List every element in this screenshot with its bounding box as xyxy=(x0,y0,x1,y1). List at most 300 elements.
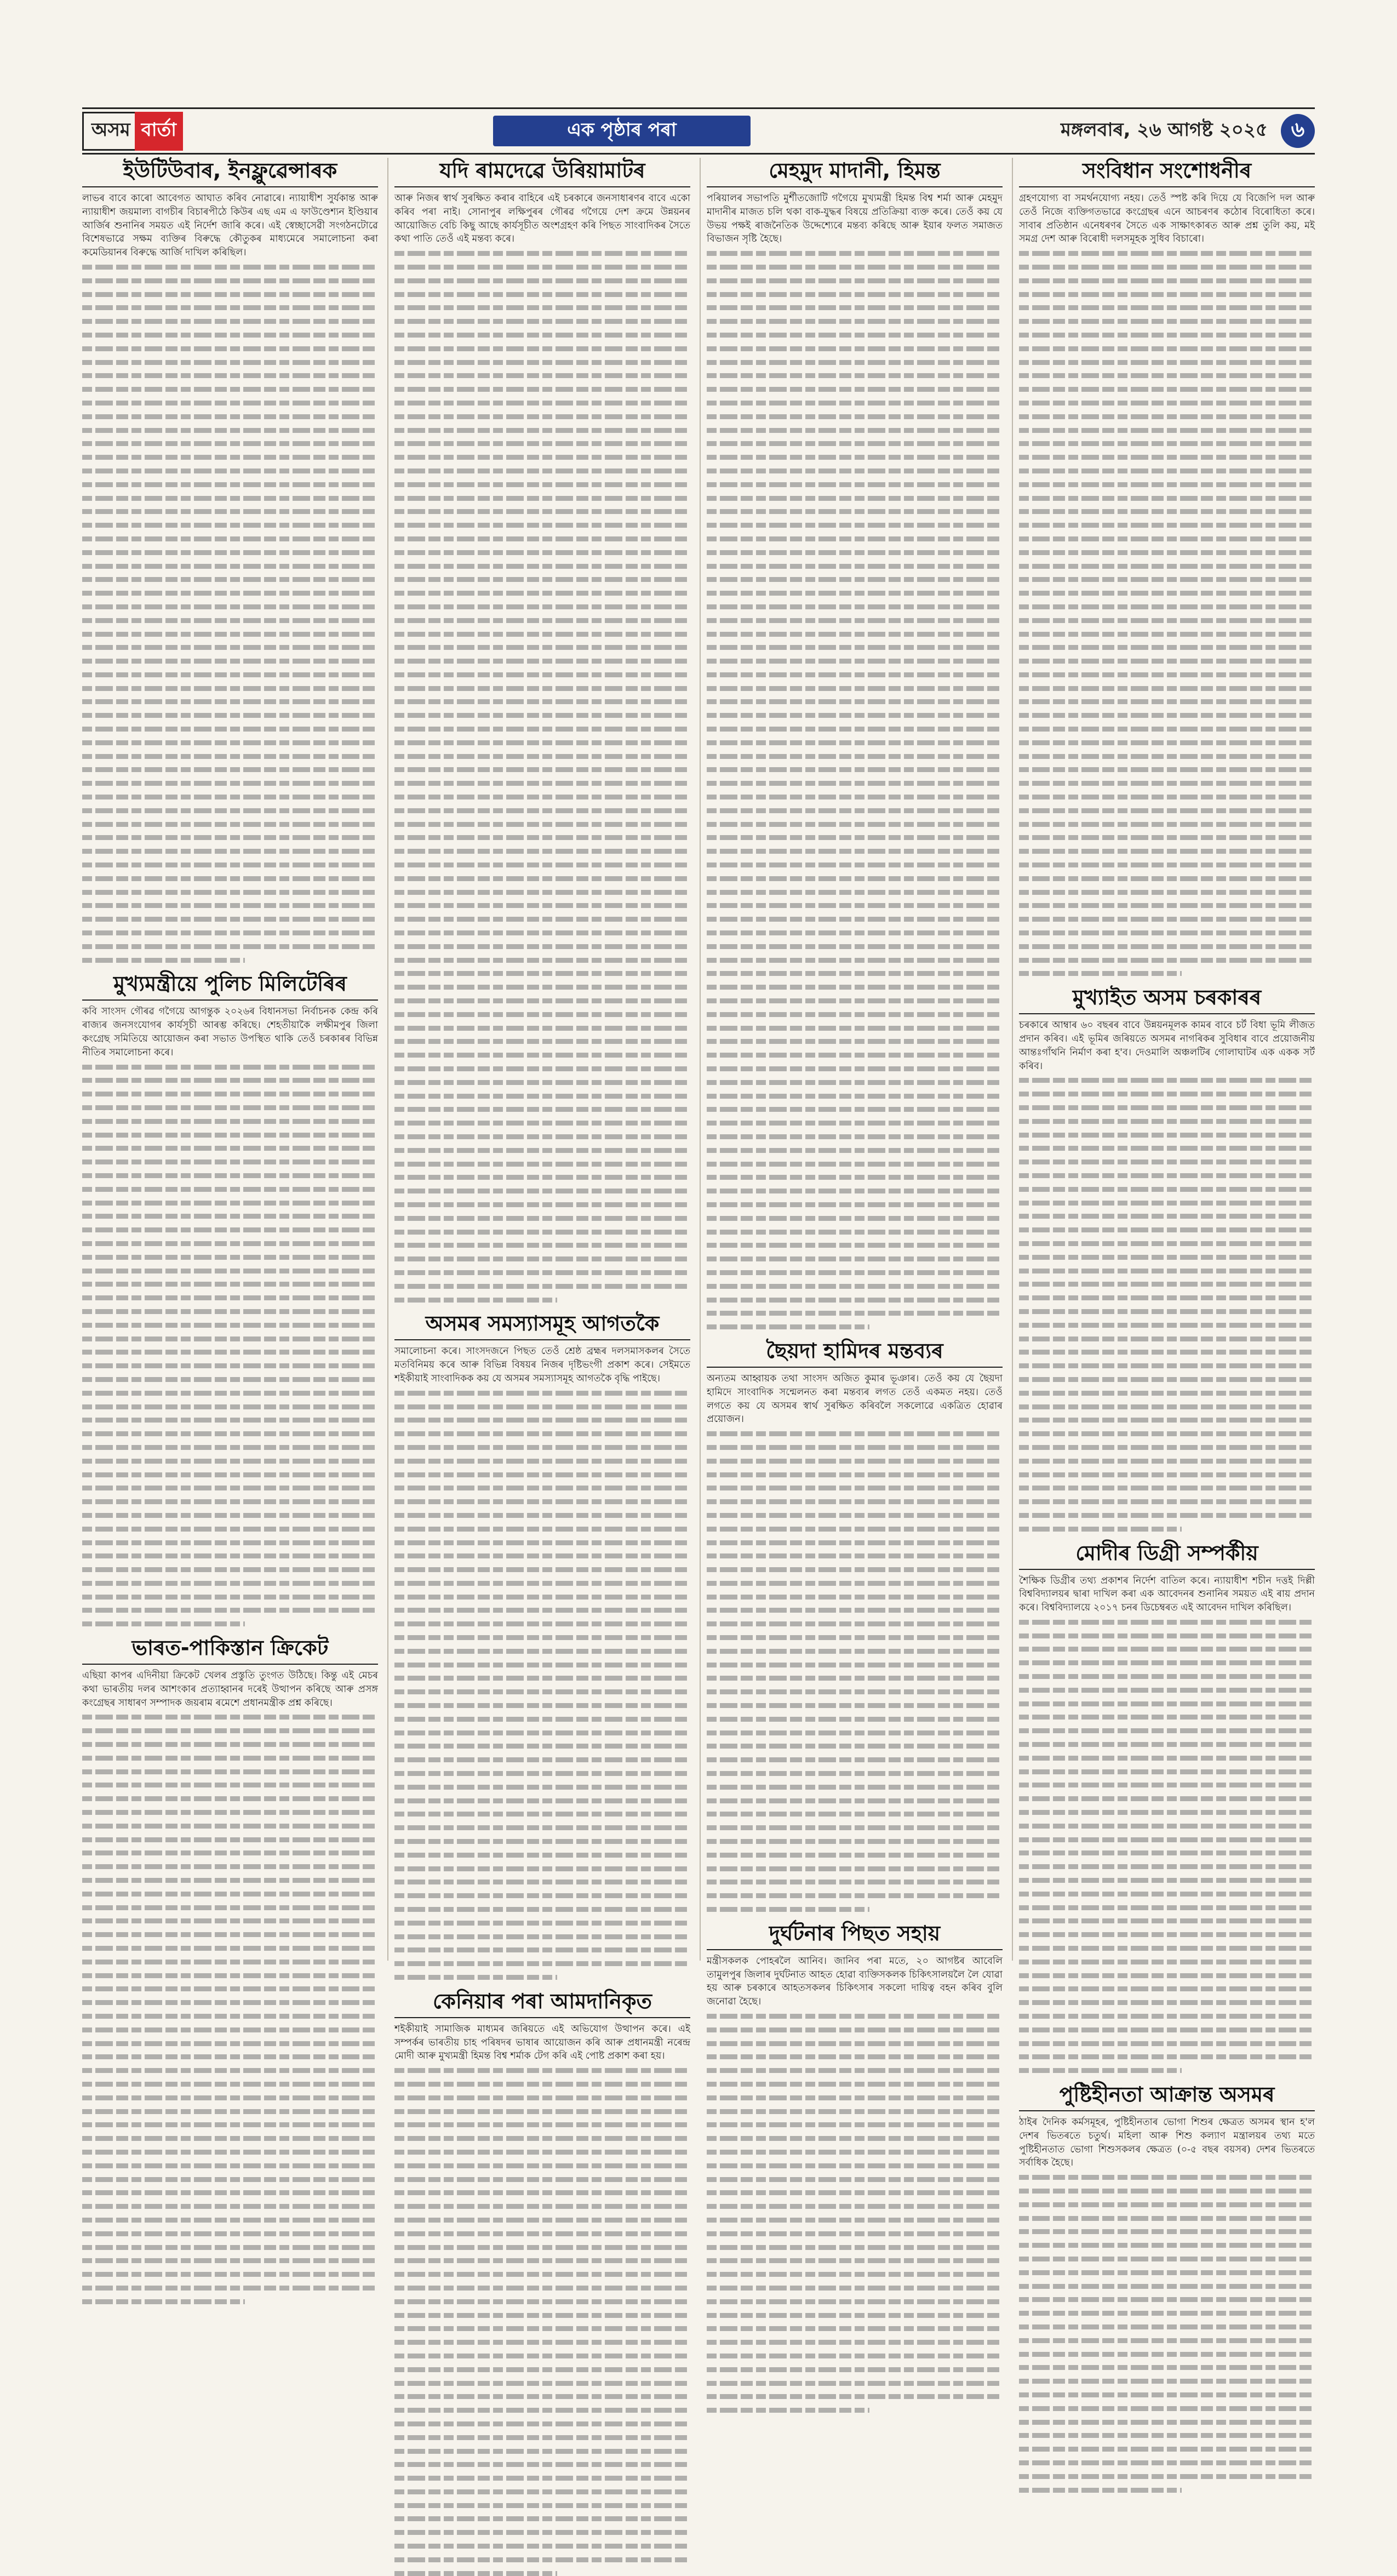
article-text-line xyxy=(394,1785,690,1790)
article-text-line xyxy=(1019,1472,1315,1477)
article-body: এছিয়া কাপৰ এদিনীয়া ক্ৰিকেট খেলৰ প্ৰস্তুতি তুংগত উঠিছে। কিন্তু এই মেচৰ কথা ভাৰতীয় দলৰ আশংকাৰ প্ৰত্যাহ্বানৰ দৰেই উত্থাপন কৰিছে আৰু প্ৰসঙ্গ কংগ্ৰেছৰ সাধাৰণ সম্পাদক জয়ৰাম ৰমেশে প্ৰধানমন্ত্ৰীক প্ৰশ্ন কৰিছে। xyxy=(82,1670,378,1709)
article-text-line xyxy=(1019,577,1315,582)
article-body: গ্ৰহণযোগ্য বা সমৰ্থনযোগ্য নহয়। তেওঁ স্পষ্ট কৰি দিয়ে যে বিজেপি দল আৰু তেওঁ নিজে ব্যক্তিগতভাৱে কংগ্ৰেছৰ এনে আচৰণৰ কঠোৰ বিৰোধিতা কৰে। সাবাৰ প্ৰতিষ্ঠান এনেধৰণৰ সৈতে এক সাক্ষাৎকাৰত আৰু প্ৰশ্ন তুলি কয়, মই সমগ্ৰ দেশ আৰু বিৰোধী দলসমূহক সুধিব বিচাৰো। xyxy=(1019,193,1315,245)
article-text-line xyxy=(394,2272,690,2277)
article-text-line xyxy=(1019,2338,1315,2343)
article-text-line xyxy=(394,1893,690,1898)
article-text-line xyxy=(82,1078,378,1083)
article-text-line xyxy=(1019,1092,1315,1096)
article-text-line xyxy=(1019,2175,1315,2180)
article-text-line xyxy=(707,632,1003,637)
article-text-line xyxy=(82,2150,378,2155)
article-text-line xyxy=(394,713,690,718)
article-text-line xyxy=(82,1418,378,1423)
article-text-line xyxy=(394,2082,690,2087)
article-text-line xyxy=(707,1798,1003,1803)
article-headline: মোদীৰ ডিগ্ৰী সম্পৰ্কীয় xyxy=(1019,1540,1315,1570)
article-text-line xyxy=(82,1160,378,1164)
article-text-line xyxy=(1019,822,1315,827)
article-text-line xyxy=(707,2163,1003,2168)
article-text-line xyxy=(1019,278,1315,283)
article-text-line xyxy=(707,808,1003,813)
article-text-line xyxy=(394,2299,690,2304)
article-text-line xyxy=(82,1960,378,1964)
article-text-line xyxy=(707,781,1003,786)
article-text-line xyxy=(394,2136,690,2141)
article-text-line xyxy=(82,754,378,759)
column-3 xyxy=(707,158,1003,2008)
article-text-line xyxy=(82,523,378,528)
article-text-line xyxy=(1019,699,1315,704)
article-text-line xyxy=(707,1243,1003,1248)
article-body: চৰকাৰে আম্বাৰ ৬০ বছৰৰ বাবে উন্নয়নমূলক কামৰ বাবে চৰ্ট বিধা ভূমি লীজত প্ৰদান কৰিব। এই ভূমিৰ জৰিয়তে অসমৰ নাগৰিকৰ সুবিধাৰ বাবে প্ৰয়োজনীয় আন্তঃগাঁথনি নিৰ্মাণ কৰা হ'ব। দেওমালি অঞ্চলটিৰ গোলাঘাটৰ এক একক সৰ্ট কৰিব। xyxy=(1019,1020,1315,1072)
article-text-line xyxy=(82,958,245,963)
article-text-line xyxy=(707,1595,1003,1600)
article xyxy=(82,971,378,1626)
article-text-line xyxy=(82,618,378,623)
article-text-line xyxy=(1019,1728,1315,1733)
article-text-line xyxy=(394,333,690,338)
article-text-line xyxy=(394,2313,690,2318)
article-text-line xyxy=(394,360,690,365)
article-text-line xyxy=(394,604,690,609)
article-text-line xyxy=(707,1785,1003,1790)
article-text-line xyxy=(82,1295,378,1300)
article-text-line xyxy=(707,564,1003,569)
article-text-line xyxy=(707,863,1003,867)
article-text-line xyxy=(707,958,1003,963)
article-text-line xyxy=(394,469,690,473)
article-text-line xyxy=(1019,2460,1315,2465)
article-text-line xyxy=(1019,469,1315,473)
article-text-line xyxy=(394,1053,690,1058)
article-text-line xyxy=(1019,360,1315,365)
article-text-line xyxy=(394,2109,690,2114)
article-text-line xyxy=(82,319,378,324)
article-text-line xyxy=(394,2340,690,2345)
article-text-line xyxy=(707,2122,1003,2127)
article-text-line xyxy=(82,1878,378,1883)
article-text-line xyxy=(394,1540,690,1545)
article-text-line xyxy=(82,1255,378,1260)
article-text-line xyxy=(394,536,690,541)
article-text-line xyxy=(707,754,1003,759)
article-text-line xyxy=(82,1363,378,1368)
article-text-line xyxy=(1019,2447,1315,2452)
article-text-line xyxy=(707,1581,1003,1586)
article-text-line xyxy=(394,2462,690,2467)
article-text-line xyxy=(394,1499,690,1504)
article-text-line xyxy=(82,1621,245,1626)
article-text-line xyxy=(1019,1404,1315,1409)
article-text-line xyxy=(82,740,378,745)
article-text-line xyxy=(82,1527,378,1532)
article-text-line xyxy=(1019,2406,1315,2411)
article-text-line xyxy=(394,2476,690,2481)
article-text-line xyxy=(82,1445,378,1450)
article-text-line xyxy=(707,1812,1003,1817)
logo-part-1: অসম xyxy=(82,112,135,151)
article-text-line xyxy=(394,2489,690,2494)
article-text-line xyxy=(707,740,1003,745)
article-text-line xyxy=(394,414,690,419)
article-text-line xyxy=(82,2027,378,2032)
article-text-line xyxy=(707,727,1003,732)
article-text-line xyxy=(1019,1160,1315,1164)
article-text-line xyxy=(82,577,378,582)
article-text-line xyxy=(394,944,690,949)
article-text-line xyxy=(707,985,1003,990)
article-text-line xyxy=(394,1621,690,1626)
article-text-line xyxy=(394,903,690,908)
article-text-line xyxy=(82,2014,378,2019)
article-text-line xyxy=(707,944,1003,949)
article xyxy=(82,158,378,963)
article-text-line xyxy=(82,2136,378,2141)
article-text-line xyxy=(707,2136,1003,2141)
article-text-line xyxy=(1019,1810,1315,1815)
article-text-line xyxy=(707,1148,1003,1153)
article-text-line xyxy=(707,917,1003,922)
article-text-line xyxy=(707,822,1003,827)
article-text-line xyxy=(394,1391,690,1396)
article xyxy=(707,1338,1003,1912)
article-text-line xyxy=(394,985,690,990)
article-text-line xyxy=(1019,890,1315,895)
article-text-line xyxy=(82,1513,378,1518)
article-text-line xyxy=(82,1119,378,1124)
article-text-line xyxy=(707,441,1003,446)
section-tab: এক পৃষ্ঠাৰ পৰা xyxy=(493,116,751,146)
article-text-line xyxy=(707,1026,1003,1031)
article-text-line xyxy=(394,2516,690,2521)
article-text-line xyxy=(707,2068,1003,2073)
article-text-line xyxy=(1019,645,1315,650)
article-text-line xyxy=(1019,1633,1315,1638)
article-text-line xyxy=(1019,930,1315,935)
article-text-line xyxy=(1019,1078,1315,1083)
article-text-line xyxy=(82,2218,378,2223)
article-text-line xyxy=(394,1947,690,1952)
article-headline: ছৈয়দা হামিদৰ মন্তব্যৰ xyxy=(707,1338,1003,1368)
article-text-line xyxy=(1019,387,1315,392)
article-text-line xyxy=(1019,2229,1315,2234)
article-text-line xyxy=(707,1553,1003,1558)
article-text-line xyxy=(1019,1932,1315,1937)
article-text-line xyxy=(82,455,378,460)
article-text-line xyxy=(82,1431,378,1436)
article-text-line xyxy=(707,1039,1003,1044)
article-text-line xyxy=(394,659,690,664)
article-text-line xyxy=(707,1825,1003,1830)
article-text-line xyxy=(1019,659,1315,664)
article-text-line xyxy=(1019,401,1315,405)
article-text-line xyxy=(707,1053,1003,1058)
article-text-line xyxy=(707,1757,1003,1762)
article-text-line xyxy=(394,1066,690,1071)
article-text-line xyxy=(1019,251,1315,256)
article-text-line xyxy=(707,414,1003,419)
article-text-line xyxy=(394,1472,690,1477)
article-text-line xyxy=(1019,2000,1315,2005)
article-text-line xyxy=(1019,1241,1315,1246)
article-text-line xyxy=(1019,1892,1315,1897)
article-text-line xyxy=(394,2503,690,2508)
article-text-line xyxy=(707,1513,1003,1518)
article-text-line xyxy=(82,808,378,813)
article-text-line xyxy=(394,1230,690,1235)
article-text-line xyxy=(82,903,378,908)
article-text-line xyxy=(707,672,1003,677)
article-text-line xyxy=(394,2245,690,2250)
article-text-line xyxy=(394,998,690,1003)
article-text-line xyxy=(707,2150,1003,2155)
article-text-line xyxy=(1019,2014,1315,2019)
article-text-line xyxy=(394,1527,690,1532)
article-text-line xyxy=(707,1771,1003,1776)
article-text-line xyxy=(394,1284,690,1289)
article-text-line xyxy=(707,1893,1003,1898)
article-text-line xyxy=(707,292,1003,297)
article-text-line xyxy=(394,1298,557,1303)
article-text-line xyxy=(707,550,1003,555)
article-text-line xyxy=(82,1892,378,1897)
article-text-line xyxy=(707,1744,1003,1749)
article xyxy=(82,1635,378,2304)
article-text-line xyxy=(707,428,1003,433)
article-text-line xyxy=(707,2354,1003,2358)
article-text-line xyxy=(394,482,690,487)
article-text-line xyxy=(1019,1377,1315,1382)
column-2 xyxy=(394,158,690,2062)
article-text-line xyxy=(1019,1715,1315,1720)
article-text-line xyxy=(394,672,690,677)
article-text-line xyxy=(394,2258,690,2263)
article-text-line xyxy=(1019,1824,1315,1829)
article-text-line xyxy=(707,482,1003,487)
issue-date: মঙ্গলবাৰ, ২৬ আগষ্ট ২০২৫ xyxy=(1060,118,1268,141)
article-text-line xyxy=(707,890,1003,895)
article-text-line xyxy=(1019,2297,1315,2302)
article xyxy=(394,1311,690,1980)
article-text-line xyxy=(1019,1701,1315,1706)
article-headline: ভাৰত-পাকিস্তান ক্ৰিকেট xyxy=(82,1635,378,1665)
article-text-line xyxy=(394,305,690,310)
article-text-line xyxy=(1019,1850,1315,1855)
article-text-line xyxy=(394,2394,690,2399)
article-text-line xyxy=(394,1202,690,1207)
article-text-line xyxy=(394,1486,690,1490)
article-text-line xyxy=(1019,1295,1315,1300)
article-text-line xyxy=(707,1080,1003,1085)
article-text-line xyxy=(1019,1688,1315,1693)
article-text-line xyxy=(707,2027,1003,2032)
article-text-line xyxy=(394,1094,690,1099)
article-text-line xyxy=(394,2530,690,2535)
article-text-line xyxy=(394,2122,690,2127)
article-text-line xyxy=(707,2340,1003,2345)
article-text-line xyxy=(394,523,690,528)
article xyxy=(1019,158,1315,976)
article-text-line xyxy=(707,1270,1003,1275)
article-text-line xyxy=(1019,1445,1315,1450)
article-text-line xyxy=(82,1783,378,1787)
article-text-line xyxy=(1019,903,1315,908)
article-text-line xyxy=(394,740,690,745)
article-text-line xyxy=(394,1921,690,1926)
article-text-line xyxy=(1019,1973,1315,1978)
article-text-line xyxy=(1019,2243,1315,2248)
article-text-line xyxy=(394,2571,557,2576)
article-text-line xyxy=(394,876,690,881)
article-text-line xyxy=(394,1703,690,1708)
article-text-line xyxy=(394,1026,690,1031)
article-body: কবি সাংসদ গৌৰৱ গগৈয়ে আগন্তুক ২০২৬ৰ বিধানসভা নিৰ্বাচনক কেন্দ্ৰ কৰি ৰাজ্যৰ জনসংযোগৰ কাৰ্যসূচী আৰম্ভ কৰিছে। শেহতীয়াকৈ লক্ষীমপুৰ জিলা কংগ্ৰেছ সমিতিয়ে আয়োজন কৰা সভাত উপস্থিত থাকি তেওঁ চৰকাৰৰ বিভিন্ন নীতিৰ সমালোচনা কৰে। xyxy=(82,1006,378,1058)
article-text-line xyxy=(1019,2270,1315,2275)
article-text-line xyxy=(1019,1309,1315,1314)
article-text-line xyxy=(707,2394,1003,2399)
article-text-line xyxy=(82,2258,378,2263)
article-text-line xyxy=(707,849,1003,854)
article-text-line xyxy=(707,2177,1003,2182)
article-text-line xyxy=(1019,1837,1315,1842)
article-text-line xyxy=(1019,1756,1315,1761)
article-text-line xyxy=(1019,1201,1315,1206)
article-text-line xyxy=(394,387,690,392)
article-text-line xyxy=(394,1581,690,1586)
article-text-line xyxy=(394,822,690,827)
article-text-line xyxy=(394,1757,690,1762)
article-text-line xyxy=(82,1336,378,1341)
article-body: মন্ত্ৰীসকলক পোহৰলৈ আনিব। জানিব পৰা মতে, ২০ আগষ্টৰ আবেলি তামুলপুৰ জিলাৰ দুৰ্ঘটনাত আহত হোৱা ব্যক্তিসকলক চিকিৎসালয়লৈ লৈ যোৱা হয় আৰু চৰকাৰে আহতসকলৰ চিকিৎসাৰ সকলো দায়িত্ব বহন কৰিব বুলি জনোৱা হৈছে। xyxy=(707,1955,1003,2008)
article-text-line xyxy=(82,1581,378,1586)
article-text-line xyxy=(82,509,378,514)
article-text-line xyxy=(1019,2284,1315,2289)
article-text-line xyxy=(1019,1742,1315,1747)
article-body: সমালোচনা কৰে। সাংসদজনে পিছত তেওঁ শ্ৰেষ্ঠ ব্ৰহ্মৰ দলসমাসকলৰ সৈতে মতবিনিময় কৰে আৰু বিভিন্ন বিষয়ৰ নিজৰ দৃষ্টিভংগী প্ৰকাশ কৰে। সেইমতে শইকীয়াই সাংবাদিকক কয় যে অসমৰ সমস্যাসমূহ আগতকৈ বৃদ্ধি পাইছে। xyxy=(394,1346,690,1384)
article-text-line xyxy=(707,2286,1003,2291)
logo-part-2: বাৰ্তা xyxy=(135,112,183,151)
article-text-line xyxy=(82,2054,378,2059)
article-text-line xyxy=(82,265,378,270)
article-text-line xyxy=(1019,564,1315,569)
article-text-line xyxy=(82,1173,378,1178)
article-text-line xyxy=(82,849,378,854)
article-text-line xyxy=(82,387,378,392)
article-headline: দুৰ্ঘটনাৰ পিছত সহায় xyxy=(707,1921,1003,1950)
article-headline: পুষ্টিহীনতা আক্ৰান্ত অসমৰ xyxy=(1019,2082,1315,2111)
article-text-line xyxy=(707,699,1003,704)
article-text-line xyxy=(1019,1960,1315,1964)
article-text-line xyxy=(707,1717,1003,1722)
article-text-line xyxy=(1019,2474,1315,2479)
article-text-line xyxy=(707,835,1003,840)
article-text-line xyxy=(707,1175,1003,1180)
article-text-line xyxy=(1019,1146,1315,1151)
article-text-line xyxy=(1019,496,1315,501)
article-text-line xyxy=(394,645,690,650)
masthead xyxy=(82,107,1315,155)
column-divider xyxy=(387,158,388,1961)
article-text-line xyxy=(82,876,378,881)
article-text-line xyxy=(1019,740,1315,745)
article-text-line xyxy=(707,1649,1003,1654)
article-text-line xyxy=(1019,1499,1315,1504)
article-text-line xyxy=(707,1230,1003,1235)
article-text-line xyxy=(394,1866,690,1871)
page-number-badge: ৬ xyxy=(1281,114,1315,148)
article-text-line xyxy=(707,1635,1003,1640)
article-text-line xyxy=(707,1298,1003,1303)
article-text-line xyxy=(394,1148,690,1153)
article-text-line xyxy=(707,767,1003,772)
article-text-line xyxy=(394,1934,690,1939)
article-text-line xyxy=(82,1309,378,1314)
article-text-line xyxy=(707,455,1003,460)
article-text-line xyxy=(394,509,690,514)
article-text-line xyxy=(1019,2433,1315,2438)
article-text-line xyxy=(82,1350,378,1355)
article-text-line xyxy=(82,2109,378,2114)
article-text-line xyxy=(394,2354,690,2358)
article-text-line xyxy=(394,1907,690,1912)
article-text-line xyxy=(1019,835,1315,840)
article-text-line xyxy=(707,319,1003,324)
article-text-line xyxy=(707,469,1003,473)
article-text-line xyxy=(1019,1363,1315,1368)
article-text-line xyxy=(1019,1620,1315,1625)
article-text-line xyxy=(707,1608,1003,1613)
article-text-line xyxy=(1019,1918,1315,1923)
article-text-line xyxy=(707,1107,1003,1112)
article-text-line xyxy=(394,1107,690,1112)
article-text-line xyxy=(707,1730,1003,1735)
article-text-line xyxy=(394,1975,557,1980)
article-text-line xyxy=(394,550,690,555)
article-text-line xyxy=(394,591,690,596)
article-text-line xyxy=(394,1431,690,1436)
article-text-line xyxy=(82,1472,378,1477)
article-body: শইকীয়াই সামাজিক মাধ্যমৰ জৰিয়তে এই অভিযোগ উত্থাপন কৰে। এই সম্পৰ্কৰ ভাৰতীয় চাহ পৰিষদৰ ভাষাৰ আয়োজন কৰি আৰু প্ৰধানমন্ত্ৰী নৰেন্দ্ৰ মোদী আৰু মুখ্যমন্ত্ৰী হিমন্ত বিশ্ব শৰ্মাক টেগ কৰি এই পোষ্ট প্ৰকাশ কৰা হয়। xyxy=(394,2023,690,2062)
article-text-line xyxy=(82,1391,378,1396)
article-text-line xyxy=(1019,2311,1315,2316)
article-text-line xyxy=(1019,604,1315,609)
article-headline: অসমৰ সমস্যাসমূহ আগতকৈ xyxy=(394,1311,690,1340)
article-text-line xyxy=(394,835,690,840)
article-text-line xyxy=(82,645,378,650)
article-text-line xyxy=(1019,591,1315,596)
article-text-line xyxy=(82,2231,378,2236)
article-text-line xyxy=(1019,767,1315,772)
article xyxy=(707,158,1003,1329)
article-text-line xyxy=(1019,1214,1315,1219)
article-text-line xyxy=(1019,2054,1315,2059)
article-text-line xyxy=(1019,1674,1315,1679)
article-text-line xyxy=(394,2163,690,2168)
article-text-line xyxy=(707,2381,1003,2386)
article-text-line xyxy=(82,890,378,895)
article-text-line xyxy=(394,2557,690,2562)
article-text-line xyxy=(82,428,378,433)
article-text-line xyxy=(394,401,690,405)
article-text-line xyxy=(82,1133,378,1138)
article-text-line xyxy=(394,1513,690,1518)
article-text-line xyxy=(707,876,1003,881)
article-text-line xyxy=(707,1499,1003,1504)
article-text-line xyxy=(707,2258,1003,2263)
article-text-line xyxy=(394,2286,690,2291)
article-text-line xyxy=(1019,1796,1315,1801)
